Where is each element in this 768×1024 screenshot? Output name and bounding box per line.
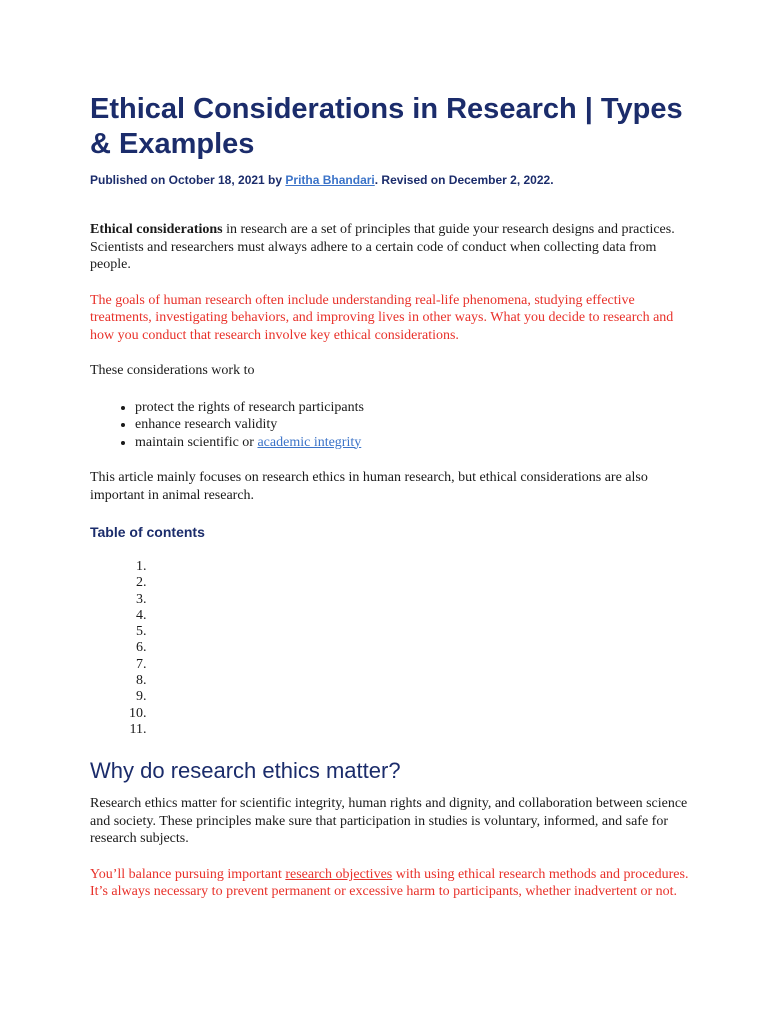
focus-paragraph: This article mainly focuses on research ethics in human research, but ethical considerations are also important in animal research. (90, 470, 648, 503)
toc-item[interactable] (150, 689, 690, 705)
toc-item[interactable] (150, 722, 690, 738)
section-heading: Why do research ethics matter? (90, 758, 401, 784)
list-item-text: maintain scientific or (135, 434, 258, 450)
considerations-list (90, 399, 690, 452)
toc-item[interactable] (150, 608, 690, 624)
toc-item[interactable] (150, 592, 690, 608)
intro-paragraph (90, 221, 690, 274)
list-item (135, 434, 690, 452)
article-title: Ethical Considerations in Research | Types & Examples (90, 93, 683, 160)
list-item (135, 399, 690, 417)
balance-prefix: You’ll balance pursuing important (90, 866, 286, 882)
list-item-text: protect the rights of research participants (135, 399, 364, 415)
toc-item[interactable] (150, 673, 690, 689)
toc-item[interactable] (150, 657, 690, 673)
toc-item[interactable] (150, 706, 690, 722)
intro-bold-term: Ethical considerations (90, 222, 223, 237)
academic-integrity-link[interactable]: academic integrity (257, 434, 362, 450)
author-link[interactable]: Pritha Bhandari (285, 173, 375, 187)
balance-suffix: with using ethical research methods and procedures. It’s always necessary to prevent permanent or excessive harm to participants, whether inadvertent or not. (90, 866, 689, 900)
toc-item[interactable] (150, 559, 690, 575)
published-date: Published on October 18, 2021 by (90, 173, 286, 187)
list-item-text: enhance research validity (135, 417, 278, 432)
byline (90, 172, 690, 188)
toc-item[interactable] (150, 575, 690, 591)
toc-item[interactable] (150, 640, 690, 656)
list-item (135, 416, 690, 434)
research-objectives-link[interactable]: research objectives (285, 866, 393, 882)
revised-date: . Revised on December 2, 2022. (374, 173, 554, 187)
toc-item[interactable] (150, 624, 690, 640)
section-paragraph: Research ethics matter for scientific integrity, human rights and dignity, and collaboration between science and society. These principles make sure that participation in studies is voluntary, informed, and safe for research subjects. (90, 796, 688, 847)
toc-title: Table of contents (90, 524, 205, 540)
toc-list (90, 559, 690, 738)
article (90, 92, 690, 901)
goals-paragraph: The goals of human research often include understanding real-life phenomena, studying effective treatments, investigating behaviors, and improving lives in other ways. What you decide to research and how you conduct that research involve key ethical considerations. (90, 292, 674, 343)
balance-paragraph (90, 866, 690, 901)
intro-text: in research are a set of principles that guide your research designs and practices. Scientists and researchers must always adhere to a certain code of conduct when collecting data from people. (90, 222, 675, 272)
works-intro: These considerations work to (90, 363, 255, 378)
